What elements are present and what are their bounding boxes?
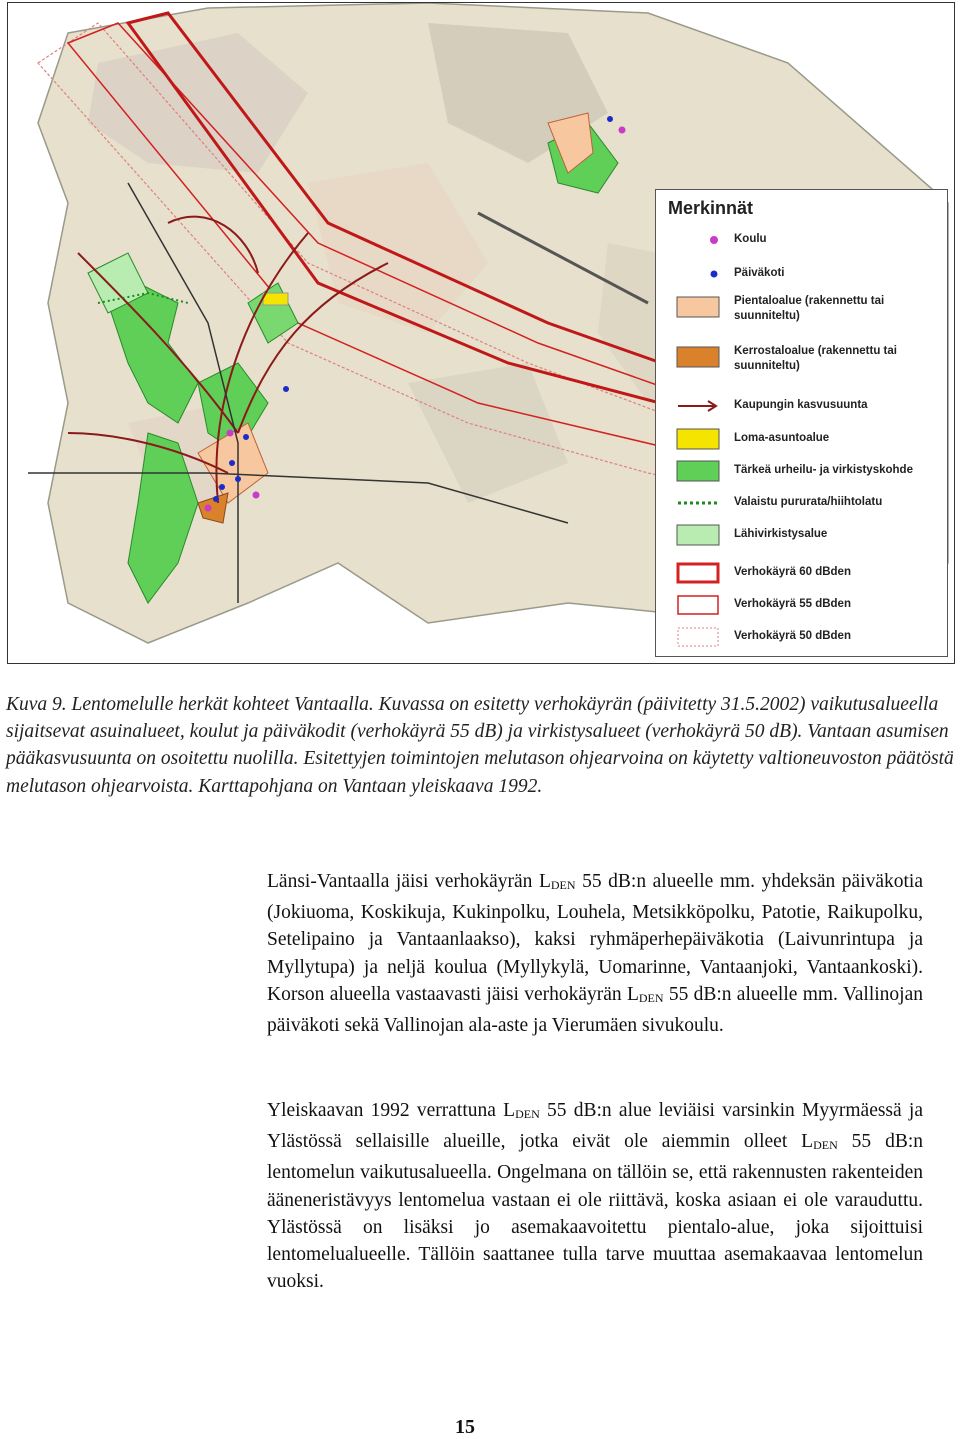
- body-paragraph-2: [267, 1097, 923, 1295]
- kindergarten-dot: [229, 460, 235, 466]
- legend-label: Verhokäyrä 55 dBden: [734, 598, 851, 610]
- legend-label: Loma-asuntoalue: [734, 432, 830, 444]
- noise-map-figure: [7, 2, 955, 664]
- legend-title: Merkinnät: [668, 198, 754, 218]
- legend-item-sport-recreation: [656, 460, 946, 492]
- paragraph-text: 55 dB:n alue leviäisi varsinkin Myyrmäessä ja Ylästössä sellaisille alueille, jotka eivät ole aiemmin olleet L: [267, 1100, 923, 1153]
- kindergarten-dot: [283, 386, 289, 392]
- legend-item-school: [656, 228, 946, 260]
- map-legend: [655, 189, 948, 657]
- sport-recreation-swatch-icon: [676, 460, 720, 482]
- school-dot-icon: [676, 232, 720, 248]
- apartment-housing-swatch-icon: [676, 346, 720, 368]
- paragraph-text: 55 dB:n alueelle mm. yhdeksän päiväkotia (Jokiuoma, Koskikuja, Kukinpolku, Louhela, Metsikköpolku, Patotie, Raikupolku, Setelipaino ja Vantaanlaakso), kaksi ryhmäperhepäiväkotia (Laivunrintupa ja Myllytupa) ja neljä koulua (Myllykylä, Uomarinne, Vantaanjoki, Vantaankoski). Korson alueella vastaavasti jäisi verhokäyrän L: [267, 871, 923, 1005]
- kindergarten-dot-icon: [676, 266, 720, 282]
- legend-item-contour-50: [656, 626, 946, 658]
- subscript-den: DEN: [638, 990, 664, 1005]
- legend-item-nearby-recreation: [656, 524, 946, 556]
- page-number: 15: [455, 1416, 475, 1438]
- school-dot: [227, 430, 234, 437]
- legend-item-apartment-housing: [656, 344, 946, 376]
- growth-arrow-icon: [676, 398, 720, 414]
- legend-label: Tärkeä urheilu- ja virkistyskohde: [734, 464, 913, 476]
- school-dot: [253, 492, 260, 499]
- legend-label: Kerrostaloalue (rakennettu tai suunniteltu): [734, 345, 897, 372]
- legend-item-contour-60: [656, 562, 946, 594]
- legend-item-detached-housing: [656, 294, 946, 326]
- subscript-den: DEN: [550, 878, 576, 892]
- paragraph-text: 55 dB:n lentomelun vaikutusalueella. Ongelmana on tällöin se, että rakennusten rakenteiden ääneneristävyys lentomelua vastaan ei ole riittävä, koska asiaan ei ole varauduttu. Ylästössä on lisäksi jo asemakaavoitettu pientalo-alue, joka sijoittuisi lentomelualueelle. Tällöin saattanee tulla tarve muuttaa asemakaavaa lentomelun vuoksi.: [267, 1131, 923, 1293]
- school-dot: [619, 127, 626, 134]
- legend-label: Kaupungin kasvusuunta: [734, 399, 868, 411]
- legend-label: Pientaloalue (rakennettu tai suunniteltu): [734, 295, 885, 322]
- legend-item-contour-55: [656, 594, 946, 626]
- kindergarten-dot: [235, 476, 241, 482]
- contour-60-icon: [676, 562, 720, 584]
- legend-label: Valaistu pururata/hiihtolatu: [734, 496, 883, 508]
- legend-label: Päiväkoti: [734, 267, 785, 279]
- subscript-den: DEN: [813, 1138, 838, 1153]
- holiday-area: [263, 293, 288, 305]
- kindergarten-dot: [607, 116, 613, 122]
- legend-label: Verhokäyrä 60 dBden: [734, 566, 851, 578]
- school-dot: [205, 505, 212, 512]
- legend-label: Lähivirkistysalue: [734, 528, 828, 540]
- kindergarten-dot: [213, 496, 219, 502]
- nearby-recreation-swatch-icon: [676, 524, 720, 546]
- legend-label: Verhokäyrä 50 dBden: [734, 630, 851, 642]
- legend-item-growth-direction: [656, 394, 946, 426]
- legend-label: Koulu: [734, 233, 767, 245]
- legend-item-lit-trail: [656, 492, 946, 524]
- legend-item-holiday-area: [656, 428, 946, 460]
- kindergarten-dot: [243, 434, 249, 440]
- lit-trail-icon: [676, 495, 720, 511]
- contour-55-icon: [676, 594, 720, 616]
- legend-item-kindergarten: [656, 262, 946, 294]
- contour-50-icon: [676, 626, 720, 648]
- holiday-area-swatch-icon: [676, 428, 720, 450]
- figure-caption: Kuva 9. Lentomelulle herkät kohteet Vantaalla. Kuvassa on esitetty verhokäyrän (päivitetty 31.5.2002) vaikutusalueella sijaitsevat asuinalueet, koulut ja päiväkodit (verhokäyrä 55 dB) ja virkistysalueet (verhokäyrä 50 dB). Vantaan asumisen pääkasvusuunta on osoitettu nuolilla. Esitettyjen toimintojen melutason ohjearvoina on käytetty valtioneuvoston päätöstä melutason ohjearvoista. Karttapohjana on Vantaan yleiskaava 1992.: [6, 694, 954, 797]
- paragraph-text: 55 dB:n alueelle mm. Vallinojan päiväkoti sekä Vallinojan ala-aste ja Vierumäen sivukoulu.: [267, 983, 923, 1037]
- body-paragraph-1: [267, 868, 923, 1039]
- detached-housing-swatch-icon: [676, 296, 720, 318]
- paragraph-text: Yleiskaavan 1992 verrattuna L: [267, 1100, 516, 1121]
- subscript-den: DEN: [515, 1107, 540, 1121]
- kindergarten-dot: [219, 484, 225, 490]
- paragraph-text: Länsi-Vantaalla jäisi verhokäyrän L: [267, 871, 551, 892]
